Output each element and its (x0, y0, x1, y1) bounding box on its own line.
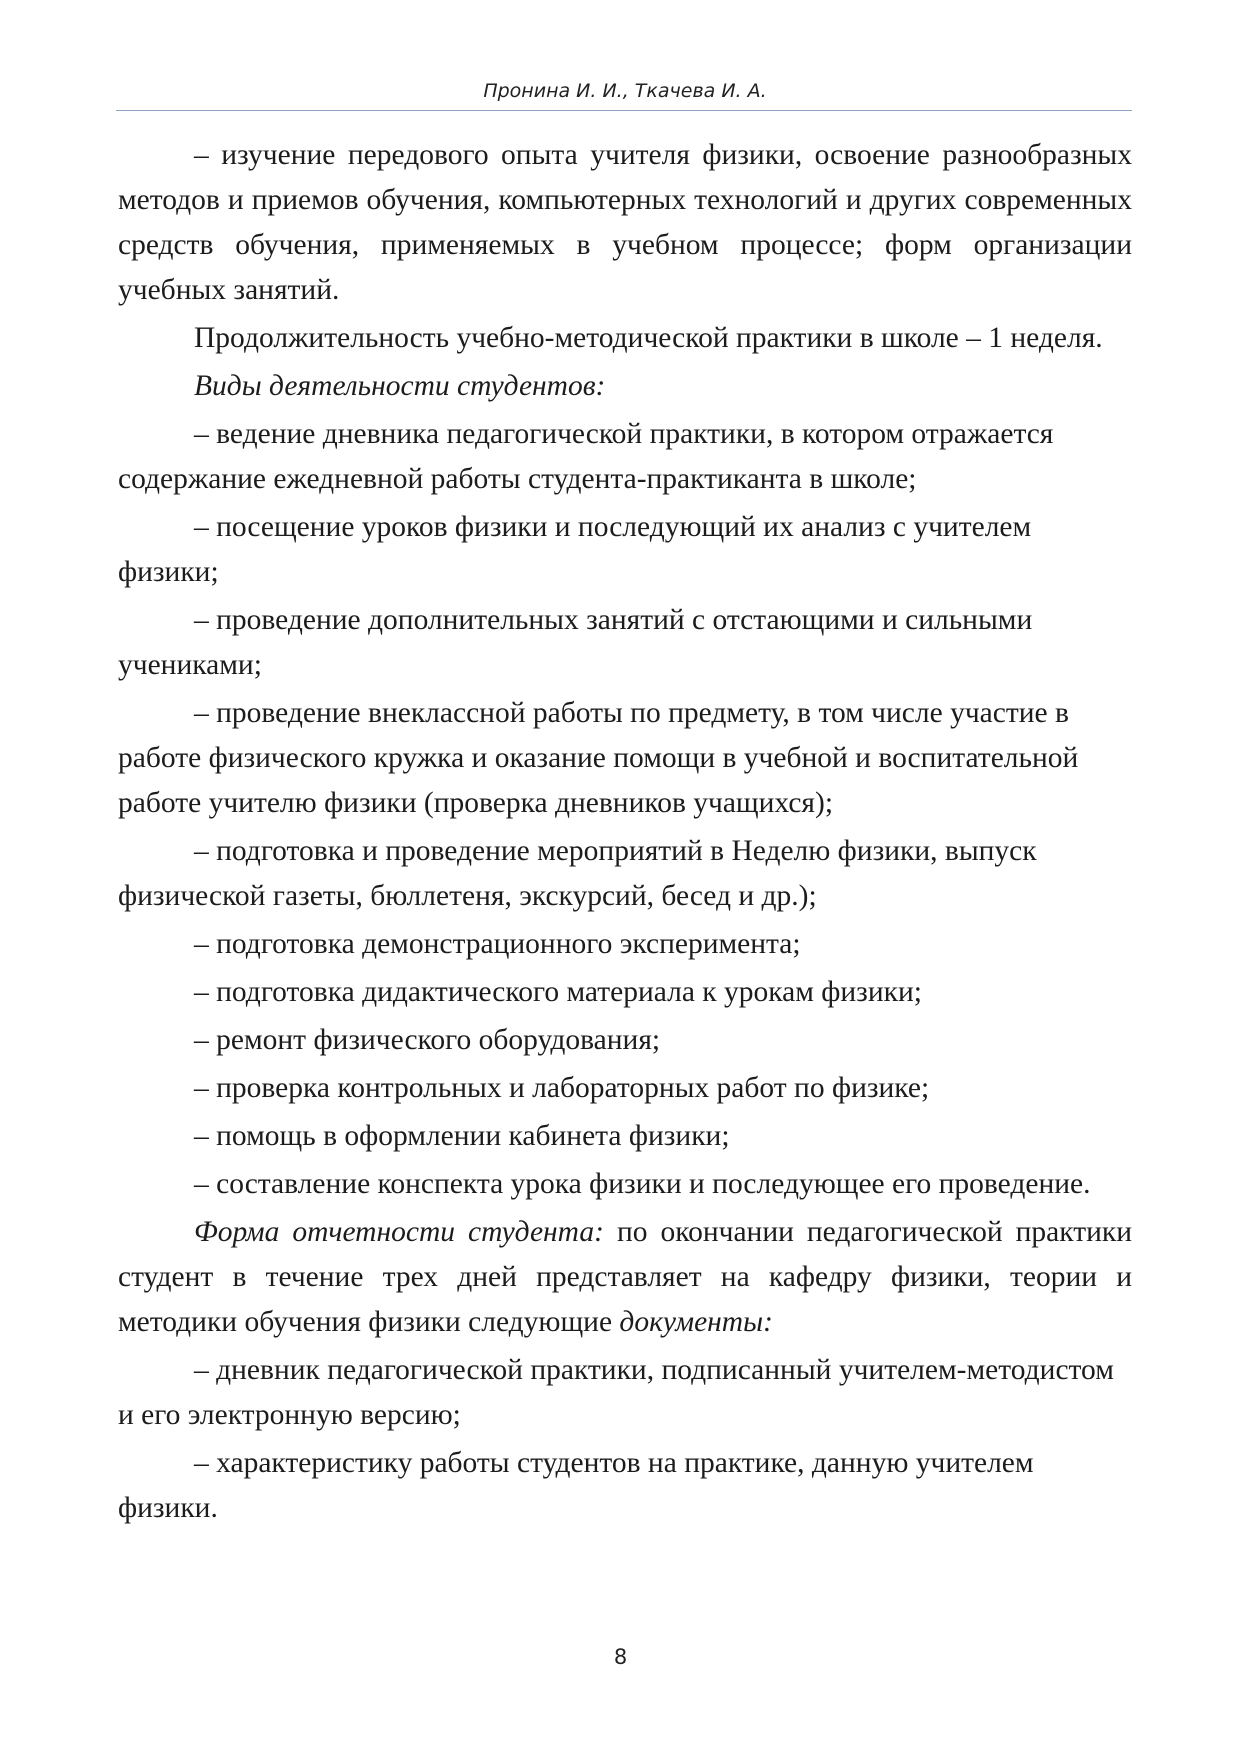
running-header: Пронина И. И., Ткачева И. А. (483, 80, 767, 102)
activity-item: – ремонт физического оборудования; (194, 1024, 661, 1056)
paragraph-duration: Продолжительность учебно-методической практики в школе – 1 неделя. (194, 322, 1103, 354)
document-item: – характеристику работы студентов на практике, данную учителем физики. (118, 1447, 1034, 1524)
page-number: 8 (613, 1645, 628, 1669)
paragraph-report-form (118, 1210, 1132, 1345)
report-heading: Форма отчетности студента: (194, 1216, 604, 1248)
document-item: – дневник педагогической практики, подписанный учителем-методистом и его электронную версию; (118, 1354, 1114, 1431)
activity-item: – помощь в оформлении кабинета физики; (194, 1120, 730, 1152)
activities-heading (118, 364, 1132, 409)
header-divider (116, 110, 1132, 111)
activity-item: – проверка контрольных и лабораторных работ по физике; (194, 1072, 930, 1104)
activity-item: – подготовка и проведение мероприятий в Неделю физики, выпуск физической газеты, бюллетеня, экскурсий, бесед и др.); (118, 835, 1037, 912)
report-documents-word: документы: (619, 1306, 773, 1338)
activity-item: – подготовка дидактического материала к урокам физики; (194, 976, 922, 1008)
activity-item: – подготовка демонстрационного эксперимента; (194, 928, 801, 960)
page-body (118, 133, 1132, 1534)
activity-item: – проведение внеклассной работы по предмету, в том числе участие в работе физического кружка и оказание помощи в учебной и воспитательной работе учителю физики (проверка дневников учащихся); (118, 697, 1079, 819)
activity-item: – ведение дневника педагогической практики, в котором отражается содержание ежедневной работы студента-практиканта в школе; (118, 418, 1054, 495)
paragraph-study-experience: – изучение передового опыта учителя физики, освоение разнообразных методов и приемов обучения, компьютерных технологий и других современных средств обучения, применяемых в учебном процессе; форм организации учебных занятий. (118, 139, 1132, 306)
activity-item: – составление конспекта урока физики и последующее его проведение. (194, 1168, 1091, 1200)
activity-item: – проведение дополнительных занятий с отстающими и сильными учениками; (118, 604, 1033, 681)
report-text: по окончании педагогической практики студент в течение трех дней представляет на кафедру физики, теории и методики обучения физики следующие (118, 1216, 1132, 1338)
activities-heading-text: Виды деятельности студентов: (194, 370, 606, 402)
activity-item: – посещение уроков физики и последующий их анализ с учителем физики; (118, 511, 1032, 588)
